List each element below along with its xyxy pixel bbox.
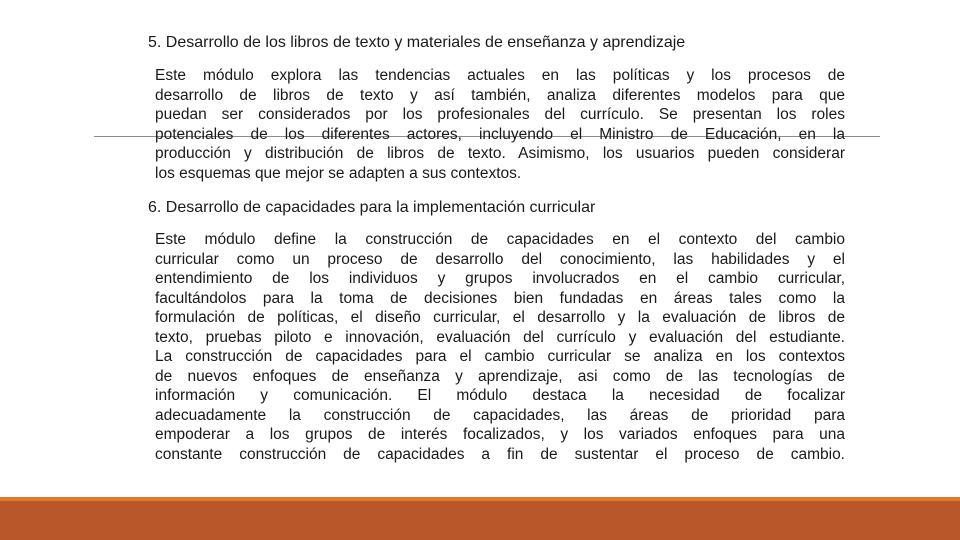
paragraph-line: texto, pruebas piloto e innovación, evaluación del currículo y evaluación del estudiante. bbox=[155, 328, 845, 346]
paragraph-line: de nuevos enfoques de enseñanza y aprendizaje, asi como de las tecnologías de bbox=[155, 367, 845, 385]
paragraph-line: adecuadamente la construcción de capacidades, las áreas de prioridad para bbox=[155, 406, 845, 424]
paragraph-line: formulación de políticas, el diseño curricular, el desarrollo y la evaluación de libros de bbox=[155, 309, 845, 326]
paragraph-line: potenciales de los diferentes actores, incluyendo el Ministro de Educación, en la bbox=[155, 125, 845, 143]
paragraph-line: La construcción de capacidades para el cambio curricular se analiza en los contextos bbox=[155, 348, 845, 365]
paragraph-line: entendimiento de los individuos y grupos involucrados en el cambio curricular, bbox=[155, 270, 845, 287]
paragraph-line: curricular como un proceso de desarrollo del conocimiento, las habilidades y el bbox=[155, 250, 845, 268]
paragraph-line: puedan ser considerados por los profesionales del currículo. Se presentan los roles bbox=[155, 106, 845, 123]
section-5-heading: 5. Desarrollo de los libros de texto y materiales de enseñanza y aprendizaje bbox=[148, 34, 686, 51]
paragraph-line: los esquemas que mejor se adapten a sus contextos. bbox=[155, 164, 522, 182]
paragraph-line: Este módulo explora las tendencias actuales en las políticas y los procesos de bbox=[155, 67, 845, 84]
paragraph-line: información y comunicación. El módulo destaca la necesidad de focalizar bbox=[155, 387, 845, 404]
paragraph-line: producción y distribución de libros de texto. Asimismo, los usuarios pueden considerar bbox=[155, 145, 845, 162]
section-5-paragraph bbox=[155, 66, 845, 183]
section-6-paragraph bbox=[155, 230, 845, 464]
paragraph-line: Este módulo define la construcción de capacidades en el contexto del cambio bbox=[155, 231, 845, 248]
footer-band bbox=[0, 501, 960, 540]
section-6-heading: 6. Desarrollo de capacidades para la implementación curricular bbox=[148, 199, 596, 216]
paragraph-line: facultándolos para la toma de decisiones bien fundadas en áreas tales como la bbox=[155, 289, 845, 307]
paragraph-line: desarrollo de libros de texto y así también, analiza diferentes modelos para que bbox=[155, 86, 845, 104]
paragraph-line: constante construcción de capacidades a fin de sustentar el proceso de cambio. bbox=[155, 445, 845, 463]
paragraph-line: empoderar a los grupos de interés focalizados, y los variados enfoques para una bbox=[155, 426, 845, 443]
